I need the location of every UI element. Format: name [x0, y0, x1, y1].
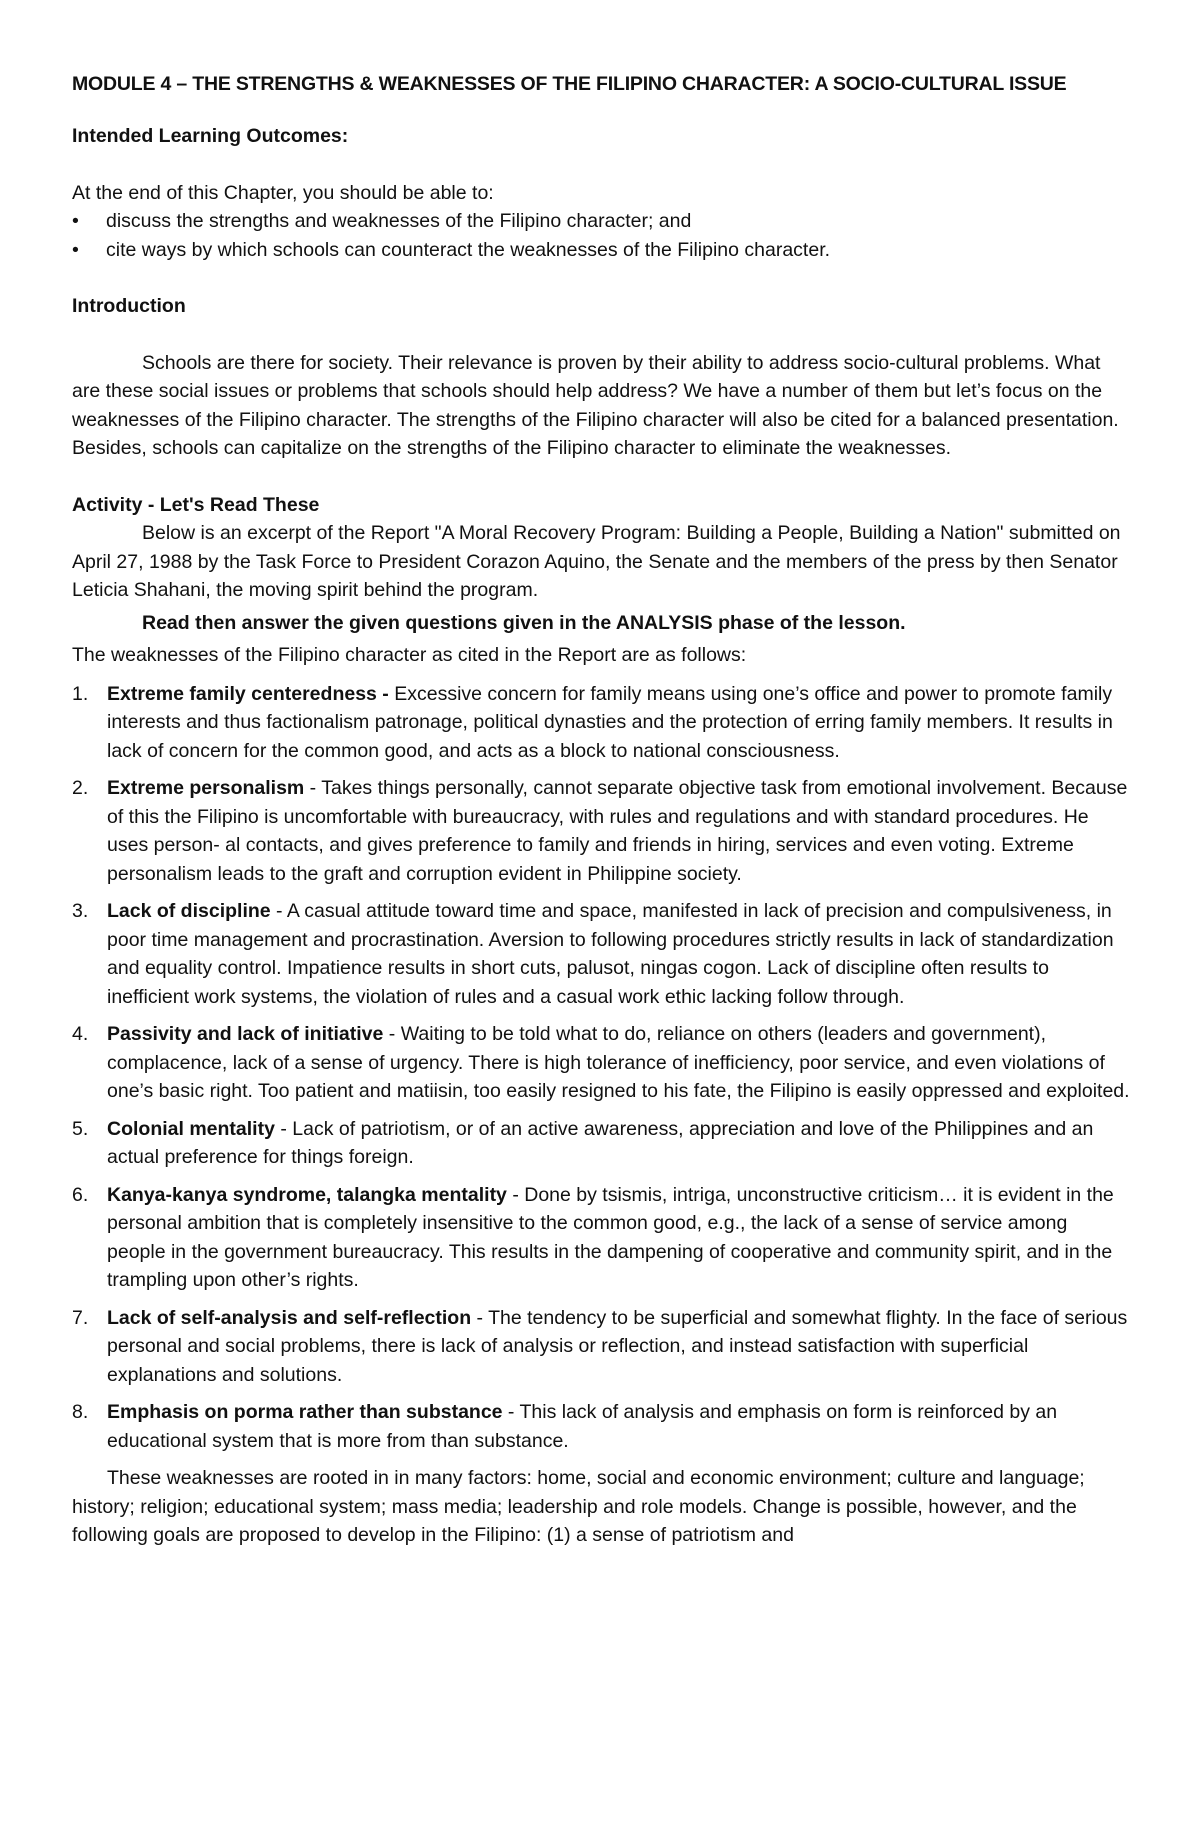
item-number: 6. [72, 1183, 89, 1206]
list-item [72, 1181, 1130, 1295]
item-number: 7. [72, 1306, 89, 1329]
item-number: 2. [72, 777, 89, 799]
bullet-icon: • [72, 210, 79, 232]
bullet-icon: • [72, 238, 79, 261]
item-description: - Waiting to be told what to do, reliance on others (leaders and government), complacence, lack of a sense of urgency. There is high tolerance of inefficiency, poor service, and even violations of one’s basic right. Too patient and matiisin, too easily resigned to his fate, the Filipino is easily oppressed and exploited. [107, 1023, 1130, 1102]
item-description: - A casual attitude toward time and space, manifested in lack of precision and compulsiveness, in poor time management and procrastination. Aversion to following procedures strictly results in lack of standardization and equality control. Impatience results in short cuts, palusot, ningas cogon. Lack of discipline often results to inefficient work systems, the violation of rules and a casual work ethic lacking follow through. [107, 900, 1114, 1008]
item-number: 5. [72, 1117, 89, 1140]
outcomes-heading: Intended Learning Outcomes: [72, 125, 349, 147]
list-item [72, 774, 1130, 888]
item-term: Kanya-kanya syndrome, talangka mentality [107, 1183, 507, 1206]
closing-paragraph: These weaknesses are rooted in in many factors: home, social and economic environment; culture and language; history; religion; educational system; mass media; leadership and role models. Change is possible, however, and the following goals are proposed to develop in the Filipino: (1) a sense of patriotism and [72, 1467, 1085, 1546]
item-description: - Takes things personally, cannot separate objective task from emotional involvement. Because of this the Filipino is uncomfortable with bureaucracy, with rules and regulations and with standard procedures. He uses person- al contacts, and gives preference to family and friends in hiring, services and even voting. Extreme personalism leads to the graft and corruption evident in Philippine society. [107, 777, 1128, 885]
outcome-text: cite ways by which schools can counteract the weaknesses of the Filipino character. [106, 238, 831, 261]
item-description: - Lack of patriotism, or of an active awareness, appreciation and love of the Philippines and an actual preference for things foreign. [107, 1117, 1094, 1168]
item-description: Excessive concern for family means using one’s office and power to promote family interests and thus factionalism patronage, political dynasties and the protection of erring family members. It results in lack of concern for the common good, and acts as a block to national consciousness. [107, 682, 1113, 762]
outcome-text: discuss the strengths and weaknesses of the Filipino character; and [106, 210, 692, 232]
item-number: 8. [72, 1401, 89, 1423]
activity-excerpt: Below is an excerpt of the Report "A Moral Recovery Program: Building a People, Building a Nation" submitted on April 27, 1988 by the Task Force to President Corazon Aquino, the Senate and the members of the press by then Senator Leticia Shahani, the moving spirit behind the program. [72, 522, 1121, 601]
activity-heading: Activity - Let's Read These [72, 493, 320, 516]
list-item [72, 680, 1130, 766]
list-item [72, 1020, 1130, 1106]
item-description: - Done by tsismis, intriga, unconstructive criticism… it is evident in the personal ambition that is completely insensitive to the common good, e.g., the lack of a sense of service among people in the government bureaucracy. This results in the dampening of cooperative and community spirit, and in the trampling upon other’s rights. [107, 1183, 1114, 1291]
item-term: Colonial mentality [107, 1117, 275, 1140]
list-item [72, 1398, 1130, 1455]
item-description: - The tendency to be superficial and somewhat flighty. In the face of serious personal and social problems, there is lack of analysis or reflection, and instead satisfaction with superficial explanations and solutions. [107, 1306, 1128, 1386]
list-item [72, 236, 1130, 265]
item-term: Lack of discipline [107, 900, 271, 922]
weaknesses-lead: The weaknesses of the Filipino character as cited in the Report are as follows: [72, 644, 747, 666]
item-number: 1. [72, 682, 89, 705]
module-title: MODULE 4 – THE STRENGTHS & WEAKNESSES OF THE FILIPINO CHARACTER: A SOCIO-CULTURAL ISSUE [72, 73, 1067, 95]
item-term: Passivity and lack of initiative [107, 1023, 384, 1045]
list-item [72, 207, 1130, 236]
weaknesses-list [72, 680, 1130, 1456]
item-number: 4. [72, 1023, 89, 1045]
outcomes-list [72, 207, 1130, 264]
item-term: Lack of self-analysis and self-reflection [107, 1306, 472, 1329]
activity-instruction: Read then answer the given questions given in the ANALYSIS phase of the lesson. [142, 611, 906, 634]
introduction-body: Schools are there for society. Their relevance is proven by their ability to address socio-cultural problems. What are these social issues or problems that schools should help address? We have a number of them but let’s focus on the weaknesses of the Filipino character. The strengths of the Filipino character will also be cited for a balanced presentation. Besides, schools can capitalize on the strengths of the Filipino character to eliminate the weaknesses. [72, 351, 1119, 459]
item-term: Extreme family centeredness - [107, 682, 389, 705]
item-term: Emphasis on porma rather than substance [107, 1401, 503, 1423]
list-item [72, 897, 1130, 1011]
list-item [72, 1304, 1130, 1390]
introduction-heading: Introduction [72, 295, 186, 317]
item-description: - This lack of analysis and emphasis on form is reinforced by an educational system that is more from than substance. [107, 1401, 1058, 1452]
item-term: Extreme personalism [107, 777, 305, 799]
outcomes-lead: At the end of this Chapter, you should be able to: [72, 181, 494, 204]
item-number: 3. [72, 900, 89, 922]
list-item [72, 1115, 1130, 1172]
